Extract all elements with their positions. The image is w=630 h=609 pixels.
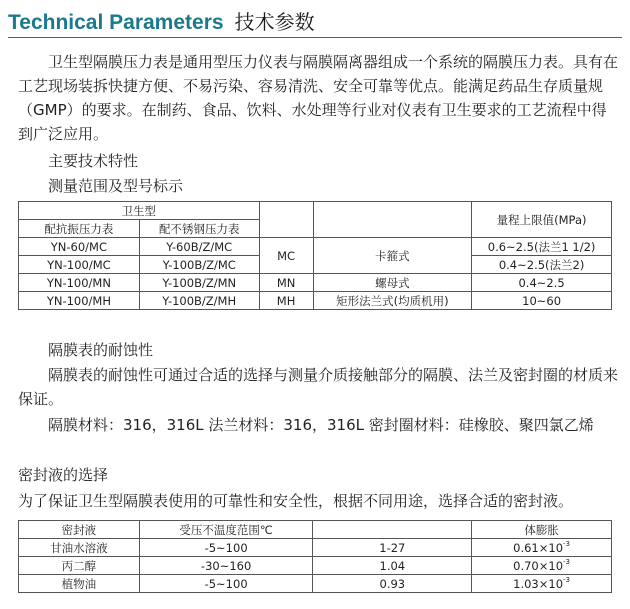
cell-code: MC — [259, 238, 313, 274]
header-expansion: 体膨胀 — [472, 521, 612, 539]
cell-expansion — [472, 557, 612, 575]
table-row — [19, 238, 612, 256]
table-row — [19, 557, 612, 575]
cell-temp-range: -30~160 — [139, 557, 313, 575]
header-blank — [313, 521, 472, 539]
cell-limit: 0.4~2.5 — [472, 274, 612, 292]
cell-model-a: YN-100/MH — [19, 292, 140, 310]
materials-paragraph: 隔膜材料：316，316L 法兰材料：316，316L 密封圈材料：硅橡胶、聚四氯乙烯 — [48, 416, 594, 434]
seal-fluid-table — [18, 520, 612, 593]
fluid-paragraph: 为了保证卫生型隔膜表使用的可靠性和安全性，根据不同用途，选择合适的密封液。 — [18, 492, 574, 510]
cell-fluid-name: 植物油 — [19, 575, 140, 593]
cell-model-b: Y-100B/Z/MH — [139, 292, 259, 310]
fluid-heading: 密封液的选择 — [18, 466, 109, 484]
table-row — [19, 539, 612, 557]
header-temp-range: 受压不温度范围℃ — [139, 521, 313, 539]
title-english: Technical Parameters — [8, 11, 224, 34]
header-fluid: 密封液 — [19, 521, 140, 539]
header-divider — [8, 37, 622, 38]
table-row — [19, 274, 612, 292]
expansion-exponent: -3 — [563, 539, 570, 548]
cell-expansion — [472, 539, 612, 557]
expansion-exponent: -3 — [563, 557, 570, 566]
corrosion-heading: 隔膜表的耐蚀性 — [48, 341, 154, 359]
table-row — [19, 292, 612, 310]
header-range-limit: 量程上限值(MPa) — [472, 202, 612, 238]
cell-value: 0.93 — [313, 575, 472, 593]
table-header-blank — [313, 202, 472, 238]
page-header — [8, 6, 315, 36]
cell-value: 1.04 — [313, 557, 472, 575]
expansion-base: 0.70×10 — [513, 558, 564, 573]
title-chinese: 技术参数 — [234, 10, 315, 34]
cell-model-b: Y-100B/Z/MC — [139, 256, 259, 274]
expansion-base: 1.03×10 — [513, 576, 564, 591]
expansion-exponent: -3 — [563, 575, 570, 584]
cell-model-b: Y-100B/Z/MN — [139, 274, 259, 292]
table-header-blank — [259, 202, 313, 238]
range-heading: 测量范围及型号标示 — [48, 177, 184, 195]
cell-fluid-name: 甘油水溶液 — [19, 539, 140, 557]
cell-model-b: Y-60B/Z/MC — [139, 238, 259, 256]
cell-limit: 0.4~2.5(法兰2) — [472, 256, 612, 274]
cell-code: MH — [259, 292, 313, 310]
cell-expansion — [472, 575, 612, 593]
header-stainless: 配不锈钢压力表 — [139, 220, 259, 238]
cell-temp-range: -5~100 — [139, 539, 313, 557]
cell-model-a: YN-60/MC — [19, 238, 140, 256]
corrosion-paragraph: 隔膜表的耐蚀性可通过合适的选择与测量介质接触部分的隔膜、法兰及密封圈的材质来保证。 — [18, 366, 619, 408]
range-model-table — [18, 201, 612, 310]
table-row — [19, 575, 612, 593]
cell-model-a: YN-100/MN — [19, 274, 140, 292]
cell-temp-range: -5~100 — [139, 575, 313, 593]
expansion-base: 0.61×10 — [513, 540, 564, 555]
cell-connection: 螺母式 — [313, 274, 472, 292]
cell-code: MN — [259, 274, 313, 292]
group-header: 卫生型 — [19, 202, 260, 220]
header-anti-vibration: 配抗振压力表 — [19, 220, 140, 238]
cell-connection: 矩形法兰式(均质机用) — [313, 292, 472, 310]
intro-paragraph: 卫生型隔膜压力表是通用型压力仪表与隔膜隔离器组成一个系统的隔膜压力表。具有在工艺现场装拆快捷方便、不易污染、容易清洗、安全可靠等优点。能满足药品生存质量规（GMP）的要求。在制药、食品、饮料、水处理等行业对仪表有卫生要求的工艺流程中得到广泛应用。 — [18, 53, 619, 143]
features-heading: 主要技术特性 — [48, 152, 139, 170]
cell-limit: 0.6~2.5(法兰1 1/2) — [472, 238, 612, 256]
cell-fluid-name: 丙二醇 — [19, 557, 140, 575]
cell-value: 1-27 — [313, 539, 472, 557]
cell-limit: 10~60 — [472, 292, 612, 310]
cell-model-a: YN-100/MC — [19, 256, 140, 274]
cell-connection: 卡箍式 — [313, 238, 472, 274]
